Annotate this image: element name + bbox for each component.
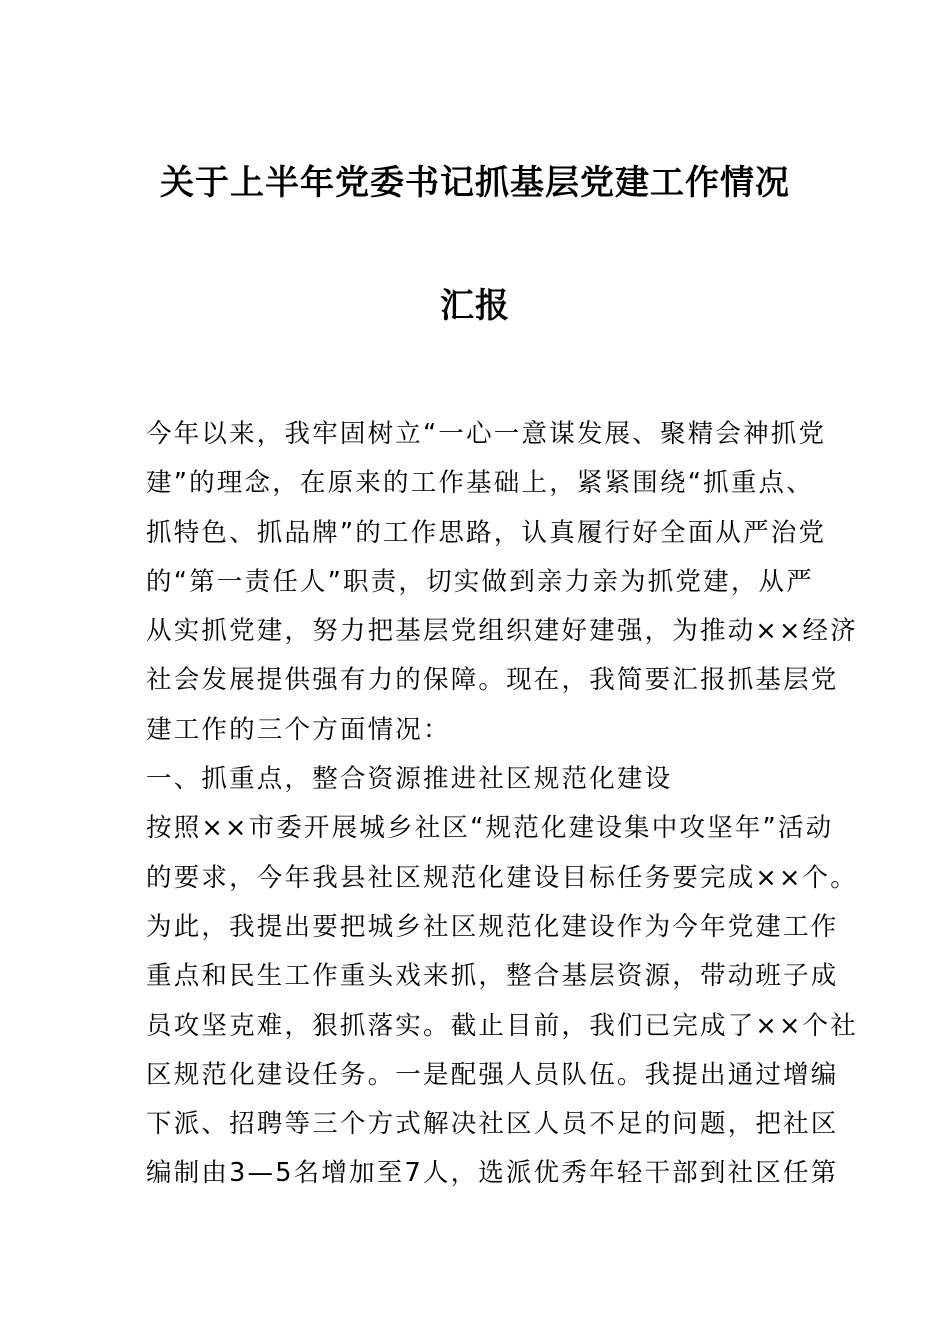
body-line: 的“第一责任人”职责，切实做到亲力亲为抓党建，从严 [146,566,814,597]
body-line: 编制由3—5名增加至7人，选派优秀年轻干部到社区任第 [146,1158,839,1189]
document-body [146,410,858,1199]
body-line: 重点和民生工作重头戏来抓，整合基层资源，带动班子成 [146,961,839,992]
body-line: 区规范化建设任务。一是配强人员队伍。我提出通过增编 [146,1059,839,1090]
body-line: 按照××市委开展城乡社区“规范化建设集中攻坚年”活动 [146,813,834,844]
body-line: 员攻坚克难，狠抓落实。截止目前，我们已完成了××个社 [146,1010,858,1041]
section-heading: 一、抓重点，整合资源推进社区规范化建设 [146,764,673,795]
body-line: 建”的理念，在原来的工作基础上，紧紧围绕“抓重点、 [146,468,814,499]
body-line: 今年以来，我牢固树立“一心一意谋发展、聚精会神抓党 [146,419,827,449]
document-title-line-1: 关于上半年党委书记抓基层党建工作情况 [160,163,790,203]
body-line: 社会发展提供强有力的保障。现在，我简要汇报抓基层党 [146,665,839,696]
body-line: 为此，我提出要把城乡社区规范化建设作为今年党建工作 [146,911,839,942]
body-line: 下派、招聘等三个方式解决社区人员不足的问题，把社区 [146,1109,839,1140]
body-line: 的要求，今年我县社区规范化建设目标任务要完成××个。 [146,862,858,893]
body-line: 抓特色、抓品牌”的工作思路，认真履行好全面从严治党 [146,517,827,548]
document-title-line-2: 汇报 [440,286,510,326]
body-line: 建工作的三个方面情况： [146,714,451,745]
body-line: 从实抓党建，努力把基层党组织建好建强，为推动××经济 [146,616,858,647]
